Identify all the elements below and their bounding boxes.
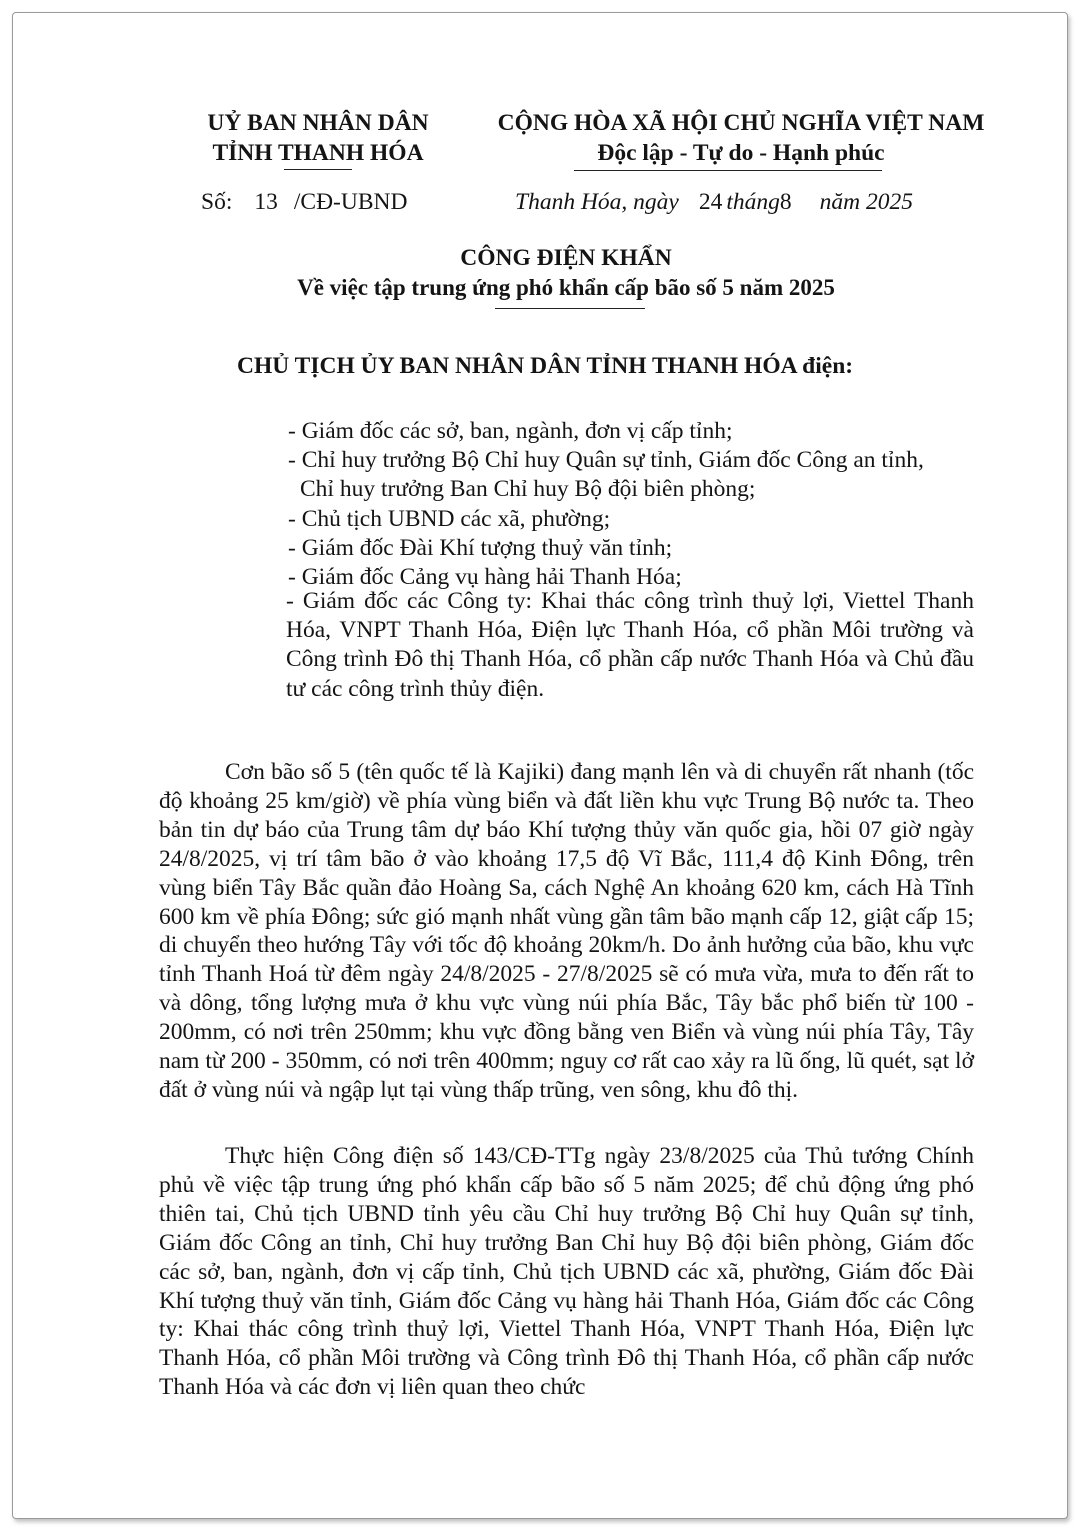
date-place: Thanh Hóa, ngày — [515, 189, 679, 215]
doc-number-prefix: Số: — [201, 189, 233, 215]
recipient-item: - Giám đốc Đài Khí tượng thuỷ văn tỉnh; — [288, 534, 673, 561]
recipient-item-continued: Chỉ huy trưởng Ban Chỉ huy Bộ đội biên phòng; — [300, 476, 756, 503]
subject-underline — [495, 308, 645, 309]
paragraph-text: Cơn bão số 5 (tên quốc tế là Kajiki) đang mạnh lên và di chuyển rất nhanh (tốc độ khoảng 25 km/giờ) về phía vùng biển và đất liền khu vực Trung Bộ nước ta. Theo bản tin dự báo của Trung tâm dự báo Khí tượng thủy văn quốc gia, hồi 07 giờ ngày 24/8/2025, vị trí tâm bão ở vào khoảng 17,5 độ Vĩ Bắc, 111,4 độ Kinh Đông, trên vùng biển Tây Bắc quần đảo Hoàng Sa, cách Nghệ An khoảng 620 km, cách Hà Tĩnh 600 km về phía Đông; sức gió mạnh nhất vùng gần tâm bão mạnh cấp 12, giật cấp 15; di chuyển theo hướng Tây với tốc độ khoảng 20km/h. Do ảnh hưởng của bão, khu vực tỉnh Thanh Hoá từ đêm ngày 24/8/2025 - 27/8/2025 sẽ có mưa vừa, mưa to đến rất to và dông, tổng lượng mưa ở khu vực vùng núi phía Bắc, Tây bắc phổ biến từ 100 - 200mm, có nơi trên 250mm; khu vực đồng bằng ven Biển và vùng núi phía Tây, Tây nam từ 200 - 350mm, có nơi trên 400mm; nguy cơ rất cao xảy ra lũ ống, lũ quét, sạt lở đất ở vùng núi và ngập lụt tại vùng thấp trũng, ven sông, khu đô thị. — [159, 759, 974, 1103]
recipient-item-companies — [286, 587, 974, 704]
recipient-item: - Giám đốc các sở, ban, ngành, đơn vị cấp tỉnh; — [288, 418, 733, 444]
motto-underline — [574, 170, 882, 171]
body-paragraph-2 — [159, 1142, 974, 1402]
recipient-item: - Chủ tịch UBND các xã, phường; — [288, 505, 611, 532]
sender-line: CHỦ TỊCH ỦY BAN NHÂN DÂN TỈNH THANH HÓA điện: — [237, 353, 854, 379]
national-motto: Độc lập - Tự do - Hạnh phúc — [597, 140, 885, 166]
doc-number-value: 13 — [254, 189, 278, 215]
paragraph-text: Thực hiện Công điện số 143/CĐ-TTg ngày 23/8/2025 của Thủ tướng Chính phủ về việc tập trung ứng phó khẩn cấp bão số 5 năm 2025; để chủ động ứng phó thiên tai, Chủ tịch UBND tỉnh yêu cầu Chỉ huy trưởng Bộ Chỉ huy Quân sự tỉnh, Giám đốc Công an tỉnh, Chỉ huy trưởng Ban Chỉ huy Bộ đội biên phòng, Giám đốc các sở, ban, ngành, đơn vị cấp tỉnh, Chủ tịch UBND các xã, phường, Giám đốc Đài Khí tượng thuỷ văn tỉnh, Giám đốc Cảng vụ hàng hải Thanh Hóa, Giám đốc các Công ty: Khai thác công trình thuỷ lợi, Viettel Thanh Hóa, VNPT Thanh Hóa, Điện lực Thanh Hóa, cổ phần Môi trường và Công trình Đô thị Thanh Hóa, cổ phần cấp nước Thanh Hóa và các đơn vị liên quan theo chức — [159, 1143, 974, 1401]
date-month-label: tháng — [726, 189, 780, 215]
issuing-authority — [188, 108, 448, 168]
doc-number-suffix: /CĐ-UBND — [293, 189, 408, 215]
recipient-list — [288, 417, 974, 592]
date-year: năm 2025 — [819, 189, 913, 215]
document-page — [12, 12, 1068, 1519]
authority-underline — [284, 169, 352, 170]
recipient-item: - Giám đốc Cảng vụ hàng hải Thanh Hóa; — [288, 564, 682, 591]
authority-line-2: TỈNH THANH HÓA — [212, 140, 424, 166]
date-month: 8 — [779, 189, 792, 215]
recipient-item: - Chỉ huy trưởng Bộ Chỉ huy Quân sự tỉnh, Giám đốc Công an tỉnh, — [288, 447, 924, 474]
national-title: CỘNG HÒA XÃ HỘI CHỦ NGHĨA VIỆT NAM — [497, 110, 985, 136]
recipient-companies-text: - Giám đốc các Công ty: Khai thác công trình thuỷ lợi, Viettel Thanh Hóa, VNPT Thanh Hóa, Điện lực Thanh Hóa, cổ phần Môi trường và Công trình Đô thị Thanh Hóa, cổ phần cấp nước Thanh Hóa và Chủ đầu tư các công trình thủy điện. — [286, 588, 974, 702]
authority-line-1: UỶ BAN NHÂN DÂN — [207, 110, 429, 136]
document-number — [201, 187, 407, 217]
national-heading — [471, 108, 1011, 168]
document-title: CÔNG ĐIỆN KHẨN — [460, 245, 672, 271]
issue-date — [515, 187, 913, 217]
document-subject: Về việc tập trung ứng phó khẩn cấp bão số 5 năm 2025 — [297, 275, 835, 300]
date-day: 24 — [698, 189, 723, 215]
body-paragraph-1 — [159, 758, 974, 1105]
